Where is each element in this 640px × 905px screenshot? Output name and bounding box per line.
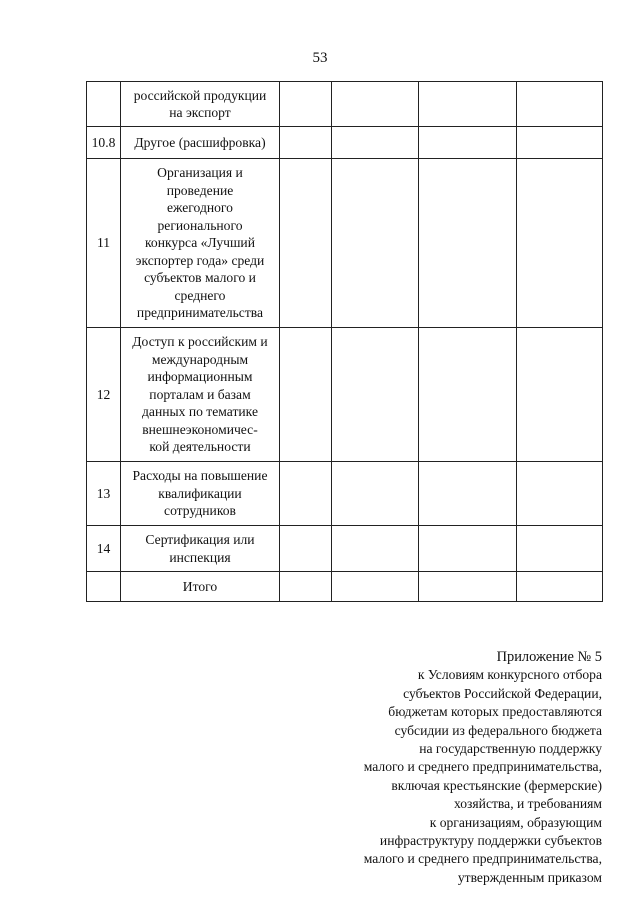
appendix-block bbox=[272, 648, 602, 887]
empty-cell bbox=[332, 572, 419, 602]
row-number-cell: 13 bbox=[87, 462, 121, 526]
table-row bbox=[87, 82, 603, 127]
empty-cell bbox=[419, 159, 517, 328]
empty-cell bbox=[332, 462, 419, 526]
empty-cell bbox=[517, 526, 603, 572]
appendix-title: Приложение № 5 bbox=[496, 649, 602, 665]
row-number-cell bbox=[87, 572, 121, 602]
appendix-line: малого и среднего предпринимательства, bbox=[363, 759, 602, 775]
empty-cell bbox=[280, 462, 332, 526]
appendix-line: к организациям, образующим bbox=[429, 814, 602, 830]
empty-cell bbox=[419, 127, 517, 159]
appendix-line: утвержденным приказом bbox=[457, 869, 602, 885]
page-number: 53 bbox=[312, 50, 328, 66]
row-description-cell: Доступ к российским и международным информационным порталам и базам данных по тематике внешнеэкономичес- кой деятельности bbox=[121, 328, 280, 462]
table-row bbox=[87, 159, 603, 328]
row-number-cell: 10.8 bbox=[87, 127, 121, 159]
row-description-cell: Организация и проведение ежегодного регионального конкурса «Лучший экспортер года» среди субъектов малого и среднего предпринимательства bbox=[121, 159, 280, 328]
empty-cell bbox=[419, 462, 517, 526]
row-description-cell: Расходы на повышение квалификации сотрудников bbox=[121, 462, 280, 526]
empty-cell bbox=[280, 127, 332, 159]
table-row bbox=[87, 328, 603, 462]
empty-cell bbox=[280, 526, 332, 572]
empty-cell bbox=[419, 82, 517, 127]
appendix-line: хозяйства, и требованиям bbox=[453, 796, 602, 812]
empty-cell bbox=[332, 328, 419, 462]
appendix-line: к Условиям конкурсного отбора bbox=[417, 667, 602, 683]
table-row bbox=[87, 526, 603, 572]
row-number-cell bbox=[87, 82, 121, 127]
appendix-line: на государственную поддержку bbox=[419, 741, 602, 757]
appendix-line: субсидии из федерального бюджета bbox=[394, 722, 602, 738]
appendix-line: инфраструктуру поддержки субъектов bbox=[379, 833, 602, 849]
total-label-cell: Итого bbox=[121, 572, 280, 602]
appendix-line: бюджетам которых предоставляются bbox=[388, 704, 602, 720]
appendix-line: включая крестьянские (фермерские) bbox=[391, 777, 602, 793]
expense-table bbox=[86, 81, 603, 602]
table-row bbox=[87, 462, 603, 526]
row-number-cell: 14 bbox=[87, 526, 121, 572]
row-number-cell: 11 bbox=[87, 159, 121, 328]
empty-cell bbox=[517, 462, 603, 526]
empty-cell bbox=[517, 127, 603, 159]
empty-cell bbox=[517, 572, 603, 602]
appendix-line: малого и среднего предпринимательства, bbox=[363, 851, 602, 867]
empty-cell bbox=[419, 328, 517, 462]
row-number-cell: 12 bbox=[87, 328, 121, 462]
empty-cell bbox=[332, 159, 419, 328]
empty-cell bbox=[419, 572, 517, 602]
appendix-line: субъектов Российской Федерации, bbox=[403, 685, 602, 701]
empty-cell bbox=[332, 82, 419, 127]
empty-cell bbox=[332, 127, 419, 159]
table-total-row bbox=[87, 572, 603, 602]
row-description-cell: российской продукции на экспорт bbox=[121, 82, 280, 127]
empty-cell bbox=[280, 82, 332, 127]
empty-cell bbox=[517, 159, 603, 328]
empty-cell bbox=[517, 82, 603, 127]
row-description-cell: Сертификация или инспекция bbox=[121, 526, 280, 572]
empty-cell bbox=[517, 328, 603, 462]
empty-cell bbox=[332, 526, 419, 572]
row-description-cell: Другое (расшифровка) bbox=[121, 127, 280, 159]
empty-cell bbox=[419, 526, 517, 572]
empty-cell bbox=[280, 159, 332, 328]
empty-cell bbox=[280, 572, 332, 602]
table-row bbox=[87, 127, 603, 159]
empty-cell bbox=[280, 328, 332, 462]
